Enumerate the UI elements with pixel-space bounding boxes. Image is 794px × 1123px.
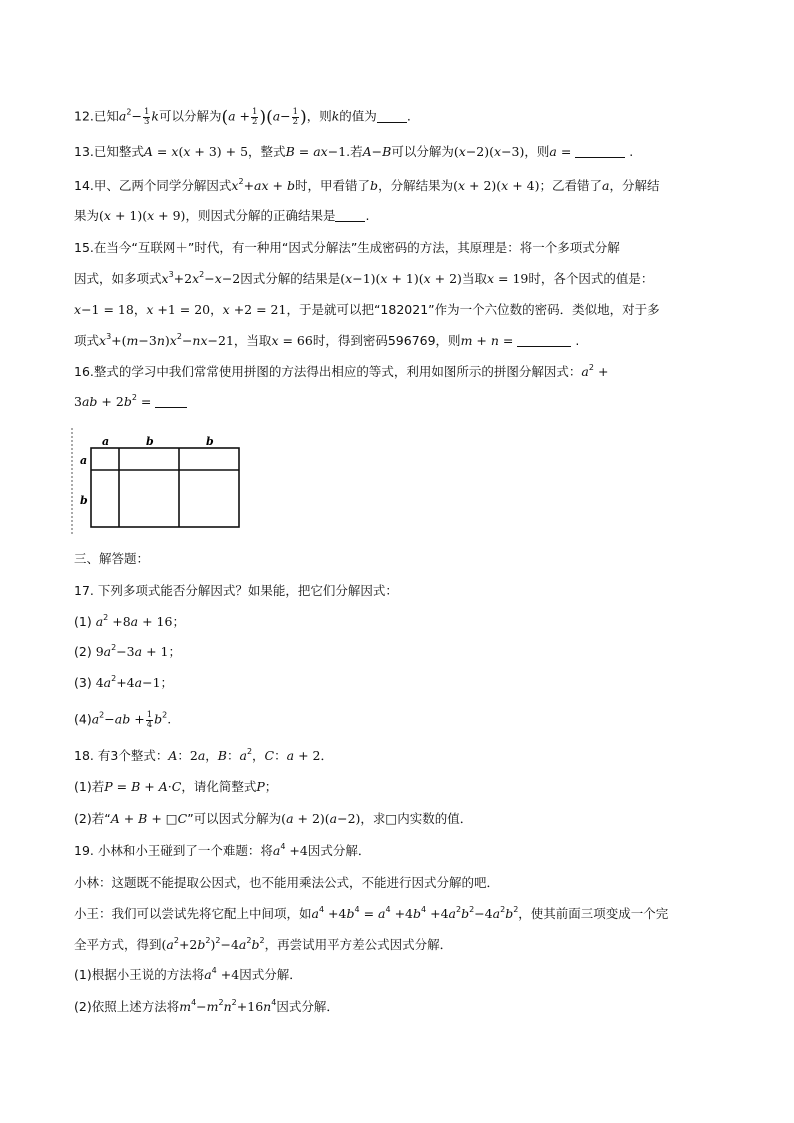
q18-line-3: (2)若“A + B + □C”可以因式分解为(a + 2)(a−2)，求□内实数的值． bbox=[74, 811, 473, 826]
q17-line: 17. 下列多项式能否分解因式？如果能，把它们分解因式： bbox=[74, 583, 398, 598]
q17-item-3: (3) $4a^2+4a-1$； bbox=[74, 674, 174, 690]
figure-label-top-b1: b bbox=[146, 435, 154, 448]
q19-line-6: (2)依照上述方法将$m^4-m^2n^2+16n^4$因式分解． bbox=[74, 998, 339, 1014]
q12-answer-blank[interactable] bbox=[377, 121, 407, 123]
q14-answer-blank[interactable] bbox=[335, 220, 365, 222]
q13-line: 13.已知整式A = x(x + 3) + 5，整式B = ax−1.若A−B可以分解为(x−2)(x−3)，则a = . bbox=[74, 144, 634, 159]
q19-line-4: 全平方式，得到$(a^2+2b^2)^2-4a^2b^2$，再尝试用平方差公式因式分解． bbox=[74, 936, 453, 952]
figure-label-top-a: a bbox=[102, 435, 110, 448]
q15-number: 15. bbox=[74, 240, 94, 255]
q19-number: 19. bbox=[74, 843, 94, 858]
q13-answer-blank[interactable] bbox=[575, 156, 625, 158]
q19-line-2: 小林：这题既不能提取公因式，也不能用乘法公式，不能进行因式分解的吧． bbox=[74, 875, 500, 890]
q16-line-1: 16.整式的学习中我们常常使用拼图的方法得出相应的等式，利用如图所示的拼图分解因式：$a^2$ + bbox=[74, 363, 609, 379]
q15-line-2: 因式，如多项式$x^3+2x^2-x-2$因式分解的结果是(x−1)(x + 1)(x + 2)当取x = 19时，各个因式的值是： bbox=[74, 270, 654, 286]
figure-label-left-a: a bbox=[80, 454, 88, 467]
q19-line-3: 小王：我们可以尝试先将它配上中间项，如$a^4 +4b^4 = a^4 +4b^4 +4a^2b^2-4a^2b^2$，使其前面三项变成一个完 bbox=[74, 905, 669, 921]
q14-number: 14. bbox=[74, 178, 94, 193]
q16-number: 16. bbox=[74, 364, 94, 379]
figure-label-left-b: b bbox=[80, 494, 88, 507]
q17-item-4: $(4)a^2-ab$ + $\frac{1}{4}$ $b^2$. bbox=[74, 710, 172, 730]
q15-line-3: x−1 = 18，x +1 = 20，x +2 = 21，于是就可以把“182021”作为一个六位数的密码．类似地，对于多 bbox=[74, 302, 660, 317]
tiling-figure bbox=[66, 428, 256, 538]
q14-line-1: 14.甲、乙两个同学分解因式$x^2+ax + b$时，甲看错了b，分解结果为(x + 2)(x + 4)；乙看错了a，分解结 bbox=[74, 177, 660, 193]
figure-label-top-b2: b bbox=[206, 435, 214, 448]
q16-line-2: $3ab + 2b^2$ = bbox=[74, 396, 187, 409]
q17-item-1: (1) $a^2 +8a + 16$； bbox=[74, 613, 185, 629]
q15-answer-blank[interactable] bbox=[517, 345, 571, 347]
section-heading: 三、解答题： bbox=[74, 551, 150, 566]
q12-number: 12. bbox=[74, 108, 94, 124]
q13-number: 13. bbox=[74, 144, 94, 159]
figure-outer-rect bbox=[91, 448, 239, 527]
q17-number: 17. bbox=[74, 583, 94, 598]
q19-line-1: 19. 小林和小王碰到了一个难题：将$a^4 +4$因式分解． bbox=[74, 842, 371, 858]
q18-line-1: 18. 有3个整式：A：2a，B：$a^2$，C：a + 2． bbox=[74, 747, 333, 763]
q17-item-2: (2) $9a^2-3a + 1$； bbox=[74, 643, 181, 659]
q16-answer-blank[interactable] bbox=[155, 406, 187, 408]
q19-line-5: (1)根据小王说的方法将$a^4 +4$因式分解． bbox=[74, 966, 302, 982]
q15-line-4: 项式$x^3+(m-3n)x^2-nx-21$，当取x = 66时，得到密码596769，则m + n = . bbox=[74, 332, 580, 348]
q15-line-1: 15.在当今“互联网＋”时代，有一种用“因式分解法”生成密码的方法，其原理是：将一个多项式分解 bbox=[74, 240, 620, 255]
q18-number: 18. bbox=[74, 748, 94, 763]
q14-line-2: 果为(x + 1)(x + 9)，则因式分解的正确结果是 . bbox=[74, 208, 370, 223]
q12-line: 12.已知$a^2-$ $\frac{1}{3}$ k可以分解为(a + $\frac{1}{2}$ )(a− $\frac{1}{2}$ )，则k的值为 . bbox=[74, 107, 411, 128]
q18-line-2: (1)若P = B + A·C，请化简整式P； bbox=[74, 779, 278, 794]
